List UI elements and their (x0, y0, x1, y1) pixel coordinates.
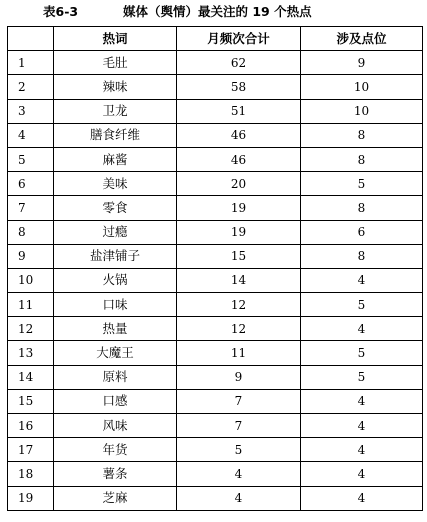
monthly-count: 4 (177, 462, 301, 486)
header-hot-word: 热词 (54, 27, 177, 51)
points-count: 10 (301, 75, 423, 99)
monthly-count: 4 (177, 486, 301, 510)
monthly-count: 11 (177, 341, 301, 365)
hot-word: 口感 (54, 389, 177, 413)
header-index (8, 27, 54, 51)
hot-word: 原料 (54, 365, 177, 389)
hot-topics-table (7, 26, 423, 511)
table-body (8, 51, 423, 511)
points-count: 5 (301, 293, 423, 317)
points-count: 4 (301, 438, 423, 462)
row-index: 12 (8, 317, 54, 341)
table-row (8, 244, 423, 268)
table-row (8, 123, 423, 147)
points-count: 5 (301, 365, 423, 389)
hot-word: 热量 (54, 317, 177, 341)
monthly-count: 12 (177, 317, 301, 341)
hot-word: 风味 (54, 414, 177, 438)
points-count: 4 (301, 268, 423, 292)
points-count: 4 (301, 389, 423, 413)
table-row (8, 99, 423, 123)
points-count: 4 (301, 317, 423, 341)
table-row (8, 293, 423, 317)
hot-word: 盐津铺子 (54, 244, 177, 268)
table-row (8, 486, 423, 510)
hot-word: 零食 (54, 196, 177, 220)
row-index: 6 (8, 172, 54, 196)
monthly-count: 19 (177, 220, 301, 244)
table-title: 媒体（舆情）最关注的 19 个热点 (123, 4, 312, 19)
hot-word: 芝麻 (54, 486, 177, 510)
monthly-count: 14 (177, 268, 301, 292)
hot-word: 过瘾 (54, 220, 177, 244)
monthly-count: 7 (177, 414, 301, 438)
row-index: 17 (8, 438, 54, 462)
hot-word: 卫龙 (54, 99, 177, 123)
row-index: 1 (8, 51, 54, 75)
hot-word: 膳食纤维 (54, 123, 177, 147)
monthly-count: 5 (177, 438, 301, 462)
row-index: 11 (8, 293, 54, 317)
hot-word: 年货 (54, 438, 177, 462)
row-index: 10 (8, 268, 54, 292)
table-row (8, 317, 423, 341)
hot-word: 薯条 (54, 462, 177, 486)
table-row (8, 389, 423, 413)
hot-word: 美味 (54, 172, 177, 196)
table-number: 表6-3 (43, 4, 79, 19)
table-row (8, 414, 423, 438)
points-count: 8 (301, 196, 423, 220)
hot-word: 毛肚 (54, 51, 177, 75)
table-row (8, 147, 423, 171)
row-index: 15 (8, 389, 54, 413)
points-count: 4 (301, 486, 423, 510)
row-index: 16 (8, 414, 54, 438)
points-count: 6 (301, 220, 423, 244)
monthly-count: 7 (177, 389, 301, 413)
row-index: 2 (8, 75, 54, 99)
points-count: 10 (301, 99, 423, 123)
hot-word: 大魔王 (54, 341, 177, 365)
row-index: 9 (8, 244, 54, 268)
header-points-involved: 涉及点位 (301, 27, 423, 51)
hot-word: 辣味 (54, 75, 177, 99)
row-index: 5 (8, 147, 54, 171)
table-row (8, 196, 423, 220)
monthly-count: 15 (177, 244, 301, 268)
points-count: 9 (301, 51, 423, 75)
table-row (8, 172, 423, 196)
monthly-count: 58 (177, 75, 301, 99)
monthly-count: 46 (177, 147, 301, 171)
monthly-count: 12 (177, 293, 301, 317)
row-index: 13 (8, 341, 54, 365)
hot-word: 麻酱 (54, 147, 177, 171)
row-index: 3 (8, 99, 54, 123)
table-row (8, 438, 423, 462)
table-header-row (8, 27, 423, 51)
points-count: 5 (301, 341, 423, 365)
monthly-count: 19 (177, 196, 301, 220)
table-row (8, 220, 423, 244)
points-count: 8 (301, 123, 423, 147)
header-monthly-frequency: 月频次合计 (177, 27, 301, 51)
row-index: 7 (8, 196, 54, 220)
table-row (8, 365, 423, 389)
monthly-count: 20 (177, 172, 301, 196)
points-count: 8 (301, 244, 423, 268)
table-row (8, 75, 423, 99)
points-count: 5 (301, 172, 423, 196)
row-index: 14 (8, 365, 54, 389)
monthly-count: 46 (177, 123, 301, 147)
table-row (8, 268, 423, 292)
points-count: 8 (301, 147, 423, 171)
monthly-count: 9 (177, 365, 301, 389)
row-index: 8 (8, 220, 54, 244)
table-row (8, 341, 423, 365)
table-row (8, 51, 423, 75)
table-row (8, 462, 423, 486)
hot-word: 火锅 (54, 268, 177, 292)
points-count: 4 (301, 414, 423, 438)
points-count: 4 (301, 462, 423, 486)
row-index: 4 (8, 123, 54, 147)
table-caption (0, 3, 427, 21)
monthly-count: 62 (177, 51, 301, 75)
row-index: 18 (8, 462, 54, 486)
row-index: 19 (8, 486, 54, 510)
monthly-count: 51 (177, 99, 301, 123)
hot-word: 口味 (54, 293, 177, 317)
